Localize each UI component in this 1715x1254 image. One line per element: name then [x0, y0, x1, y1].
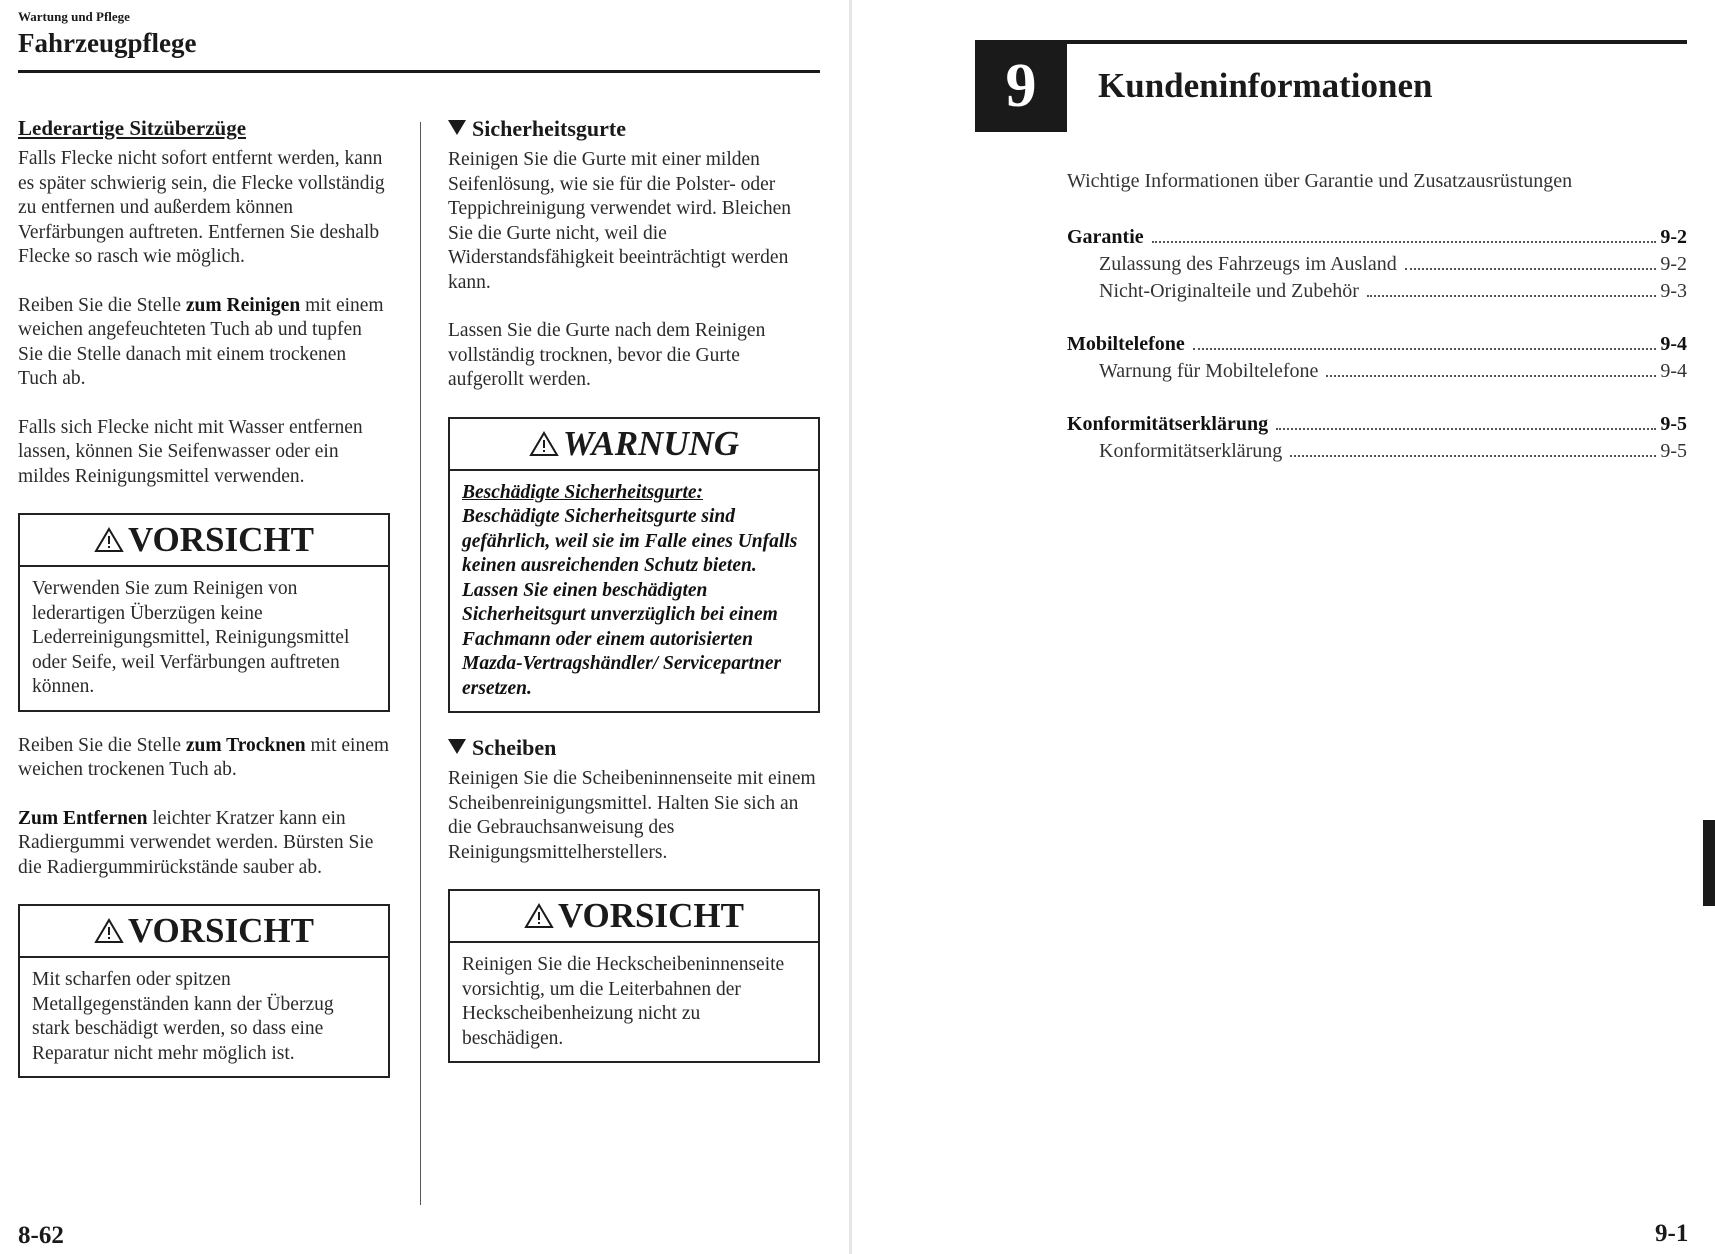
left-column — [18, 116, 390, 1100]
page-number-right: 9-1 — [1655, 1220, 1689, 1247]
paragraph: Lassen Sie die Gurte nach dem Reinigen vollständig trocknen, bevor die Gurte aufgerollt werden. — [448, 320, 766, 390]
chapter-number-box: 9 — [975, 40, 1067, 132]
warning-triangle-icon — [94, 918, 124, 944]
right-column — [448, 116, 820, 1085]
subsection-heading: Lederartige Sitzüberzüge — [18, 116, 247, 140]
toc-entry[interactable]: Konformitätserklärung 9-5 — [1099, 440, 1687, 462]
triangle-bullet-icon — [448, 739, 466, 754]
paragraph: Reiben Sie die Stelle zum Reinigen mit einem weichen angefeuchteten Tuch ab und tupfen Sie die Stelle danach mit einem trockenen Tuch ab. — [18, 294, 384, 389]
toc-entry[interactable]: Nicht-Originalteile und Zubehör 9-3 — [1099, 280, 1687, 302]
warning-text: Beschädigte Sicherheitsgurte: Beschädigte Sicherheitsgurte sind gefährlich, weil sie im Falle eines Unfalls keinen ausreichenden Schutz bieten. Lassen Sie einen beschädigten Sicherheitsgurt unverzüglich bei einem Fachmann oder einem autorisierten Mazda-Vertragshändler/ Servicepartner ersetzen. — [462, 481, 798, 699]
caution-text: Reinigen Sie die Heckscheibeninnenseite vorsichtig, um die Leiterbahnen der Heckscheibenheizung nicht zu beschädigen. — [462, 954, 785, 1049]
caution-text: Verwenden Sie zum Reinigen von lederartigen Überzügen keine Lederreinigungsmittel, Reinigungsmittel oder Seife, weil Verfärbungen auftreten können. — [32, 578, 350, 697]
caution-header: VORSICHT — [20, 906, 388, 958]
table-of-contents — [1067, 224, 1687, 491]
toc-entry[interactable]: Garantie 9-2 — [1067, 226, 1687, 248]
toc-entry[interactable]: Zulassung des Fahrzeugs im Ausland 9-2 — [1099, 253, 1687, 275]
toc-entry[interactable]: Mobiltelefone 9-4 — [1067, 333, 1687, 355]
warning-box — [448, 417, 820, 714]
heading-scheiben: Scheiben — [448, 735, 820, 761]
thumb-index-tab — [1703, 820, 1715, 906]
paragraph: Reinigen Sie die Gurte mit einer milden Seifenlösung, wie sie für die Polster- oder Teppichreinigung verwendet wird. Bleichen Sie die Gurte nicht, weil die Widerstandsfähigkeit beeinträchtigt werden kann. — [448, 149, 792, 293]
paragraph: Falls sich Flecke nicht mit Wasser entfernen lassen, können Sie Seifenwasser oder ein mildes Reinigungsmittel verwenden. — [18, 416, 363, 487]
caution-box — [448, 889, 820, 1063]
running-head: Wartung und Pflege — [18, 9, 130, 24]
toc-group-konformitaet — [1067, 411, 1687, 465]
toc-group-garantie — [1067, 224, 1687, 305]
toc-entry[interactable]: Warnung für Mobiltelefone 9-4 — [1099, 360, 1687, 382]
toc-group-mobiltelefone — [1067, 331, 1687, 385]
warning-triangle-icon — [529, 431, 559, 457]
caution-header: VORSICHT — [450, 891, 818, 943]
warning-triangle-icon — [94, 527, 124, 553]
chapter-title: Kundeninformationen — [1098, 66, 1433, 105]
triangle-bullet-icon — [448, 120, 466, 135]
caution-box — [18, 904, 390, 1078]
column-divider — [420, 122, 421, 1205]
section-title: Fahrzeugpflege — [18, 28, 197, 58]
page-gutter — [849, 0, 852, 1254]
paragraph: Reiben Sie die Stelle zum Trocknen mit einem weichen trockenen Tuch ab. — [18, 734, 390, 780]
warning-lead: Beschädigte Sicherheitsgurte: — [462, 481, 704, 503]
paragraph: Zum Entfernen leichter Kratzer kann ein Radiergummi verwendet werden. Bürsten Sie die Radiergummirückstände sauber ab. — [18, 807, 374, 878]
page-number-left: 8-62 — [18, 1222, 64, 1249]
heading-sicherheitsgurte: Sicherheitsgurte — [448, 116, 820, 142]
caution-text: Mit scharfen oder spitzen Metallgegenständen kann der Überzug stark beschädigt werden, so dass eine Reparatur nicht mehr möglich ist. — [32, 969, 334, 1064]
chapter-intro: Wichtige Informationen über Garantie und Zusatzausrüstungen — [1067, 170, 1573, 192]
toc-entry[interactable]: Konformitätserklärung 9-5 — [1067, 413, 1687, 435]
paragraph: Falls Flecke nicht sofort entfernt werden, kann es später schwierig sein, die Flecke vollständig zu entfernen und außerdem können Verfärbungen auftreten. Entfernen Sie deshalb Flecke so rasch wie möglich. — [18, 148, 385, 267]
caution-box — [18, 513, 390, 712]
title-rule — [18, 70, 820, 73]
warning-header: WARNUNG — [450, 419, 818, 471]
chapter-rule — [1005, 40, 1687, 44]
caution-header: VORSICHT — [20, 515, 388, 567]
paragraph: Reinigen Sie die Scheibeninnenseite mit einem Scheibenreinigungsmittel. Halten Sie sich an die Gebrauchsanweisung des Reinigungsmittelherstellers. — [448, 768, 816, 863]
warning-triangle-icon — [524, 903, 554, 929]
